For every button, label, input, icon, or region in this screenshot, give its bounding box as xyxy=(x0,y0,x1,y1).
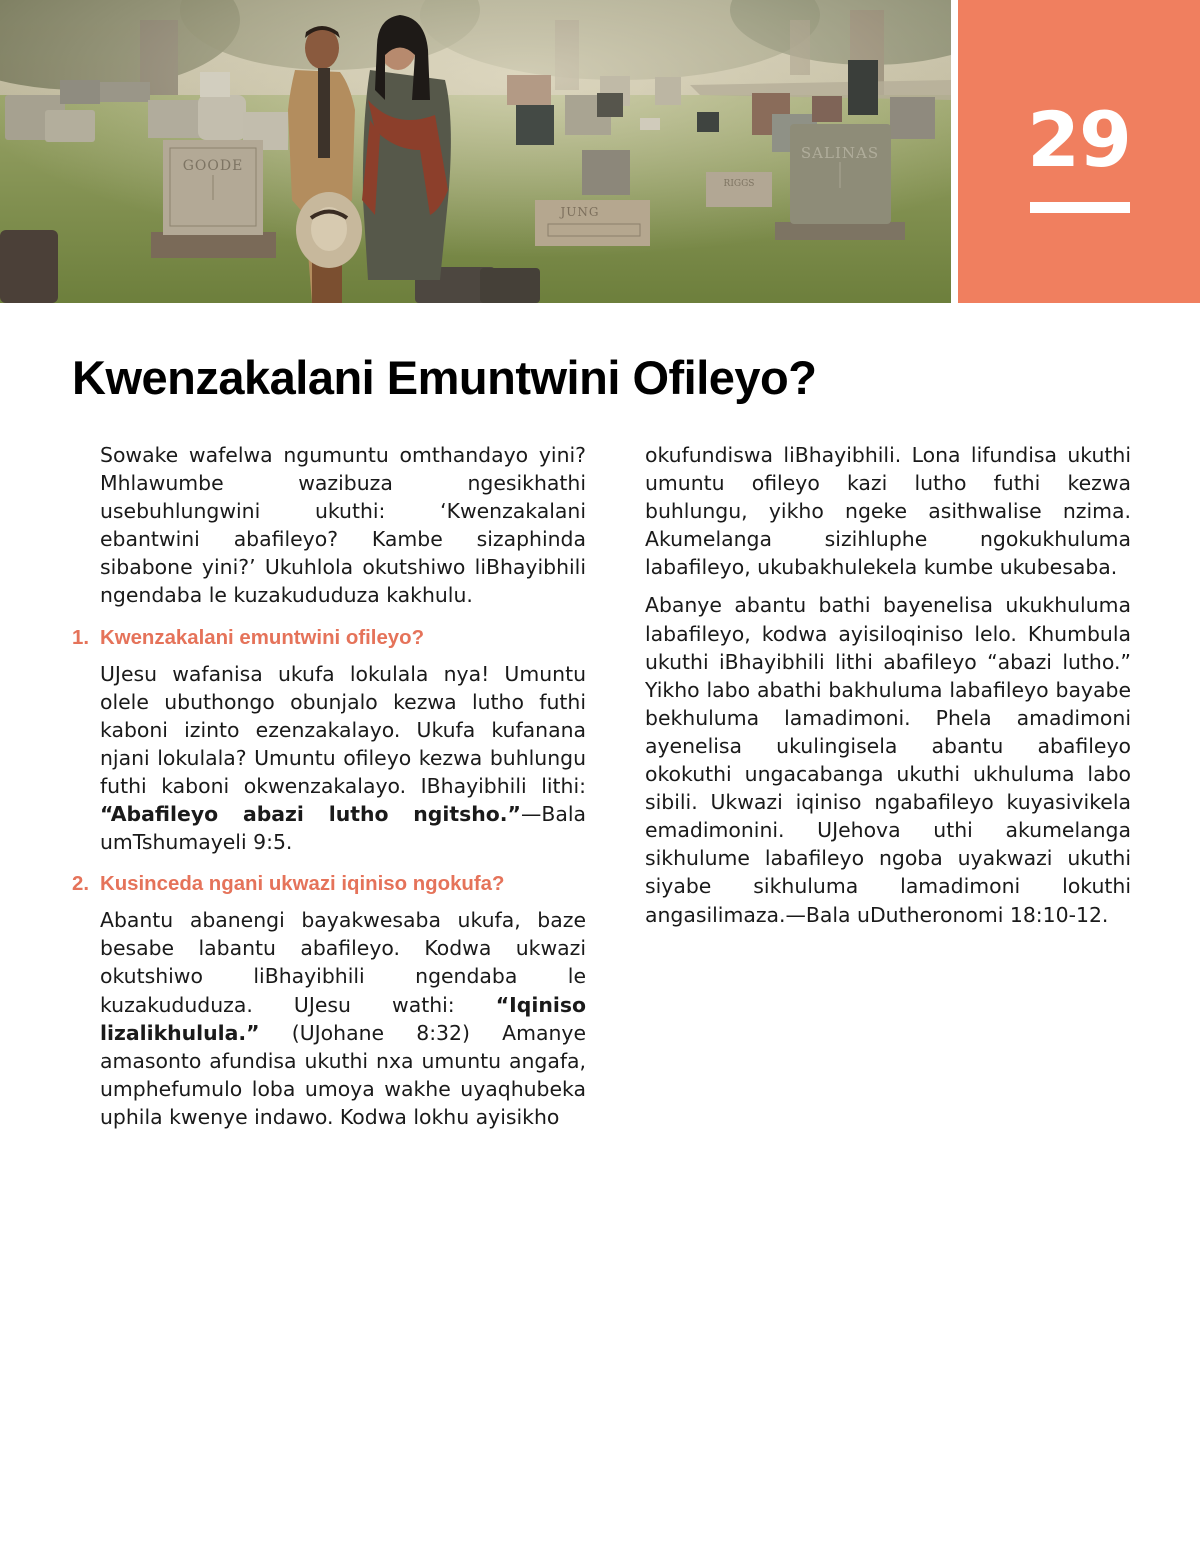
answer-text: UJesu wafanisa ukufa lokulala nya! Umuntu olele ubuthongo obunjalo kezwa lutho futhi kaboni izinto ezenzakalayo. Ukufa kufanana njani lokulala? Umuntu ofileyo kezwa buhlungu futhi kaboni okwenzakalayo. IBhayibhili lithi: xyxy=(100,661,586,798)
scripture-reference[interactable]: —Bala umTshumayeli 9:5. xyxy=(100,802,586,855)
lesson-number-underline xyxy=(1030,202,1130,213)
svg-text:JUNG: JUNG xyxy=(560,205,600,219)
answer-paragraph-1 xyxy=(100,660,586,857)
svg-text:SALINAS: SALINAS xyxy=(800,144,880,162)
headstone-riggs xyxy=(706,172,772,207)
question-text: Kusinceda ngani ukwazi iqiniso ngokufa? xyxy=(100,873,505,896)
intro-paragraph: Sowake wafelwa ngumuntu omthandayo yini? Mhlawumbe wazibuza ngesikhathi usebuhlungwini ukuthi: ‘Kwenzakalani ebantwini abafileyo? Kambe sizaphinda sibabone yini?’ Ukuhlola okutshiwo liBhayibhili ngendaba le kuzakududuza kakhulu. xyxy=(100,443,586,608)
page-title: Kwenzakalani Emuntwini Ofileyo? xyxy=(72,351,817,404)
answer-paragraph-2-continued xyxy=(645,441,1131,581)
question-heading-1 xyxy=(72,624,586,652)
question-heading-2 xyxy=(72,870,586,898)
question-text: Kwenzakalani emuntwini ofileyo? xyxy=(100,626,425,649)
answer-paragraph-3: Abanye abantu bathi bayenelisa ukukhuluma labafileyo, kodwa ayisiloqiniso lelo. Khumbula ukuthi iBhayibhili lithi abafileyo “abazi lutho.” Yikho labo abathi bakhuluma labafileyo bayabe bekhuluma lamadimoni. Phela amadimoni ayenelisa ukulingisela abantu abafileyo okokuthi ungacabanga ukuthi ukhuluma labo sibili. Ukwazi iqiniso ngabafileyo kuyasivikela emadimonini. UJehova uthi akumelanga sikhulume labafileyo ngoba uyakwazi ukuthi siyabe sikhuluma lamadimoni lokuthi angasilimaza.—Bala uDutheronomi 18:10-12. xyxy=(645,593,1131,927)
hero-photo xyxy=(0,0,951,303)
text-column-right xyxy=(645,441,1131,939)
text-column-left xyxy=(72,441,586,1141)
answer-text-continued: (UJohane 8:32) Amanye amasonto afundisa ukuthi nxa umuntu angafa, umphefumulo loba umoya wakhe uyaqhubeka uphila kwenye indawo. Kodwa lokhu ayisikho xyxy=(100,1020,586,1129)
svg-text:GOODE: GOODE xyxy=(182,158,244,174)
lesson-number: 29 xyxy=(1027,95,1131,184)
lesson-number-badge xyxy=(958,0,1200,303)
answer-text: Abantu abanengi bayakwesaba ukufa, baze besabe labantu abafileyo. Kodwa ukwazi okutshiwo liBhayibhili ngendaba le kuzakududuza. UJesu wathi: xyxy=(100,908,586,1017)
answer-text-overflow: okufundiswa liBhayibhili. Lona lifundisa ukuthi umuntu ofileyo kazi lutho futhi kezwa buhlungu, yikho ngeke asithwalise nzima. Akumelanga sizihluphe ngokukhuluma labafileyo, ukubakhulekela kumbe ukubesaba. xyxy=(645,443,1131,580)
headstone-foreground xyxy=(480,268,540,303)
scripture-quote: “Abafileyo abazi lutho ngitsho.” xyxy=(100,802,521,827)
headstone-foreground xyxy=(0,230,58,303)
headstone-salinas xyxy=(775,124,905,240)
scripture-quote: “Iqiniso lizalikhulula.” xyxy=(100,992,586,1045)
question-number: 1. xyxy=(72,626,90,649)
svg-text:RIGGS: RIGGS xyxy=(723,179,755,189)
hat-held xyxy=(296,192,362,268)
cemetery-photo-illustration xyxy=(0,0,951,303)
question-number: 2. xyxy=(72,873,90,896)
headstone-goode xyxy=(151,140,276,258)
answer-paragraph-2 xyxy=(100,906,586,1131)
